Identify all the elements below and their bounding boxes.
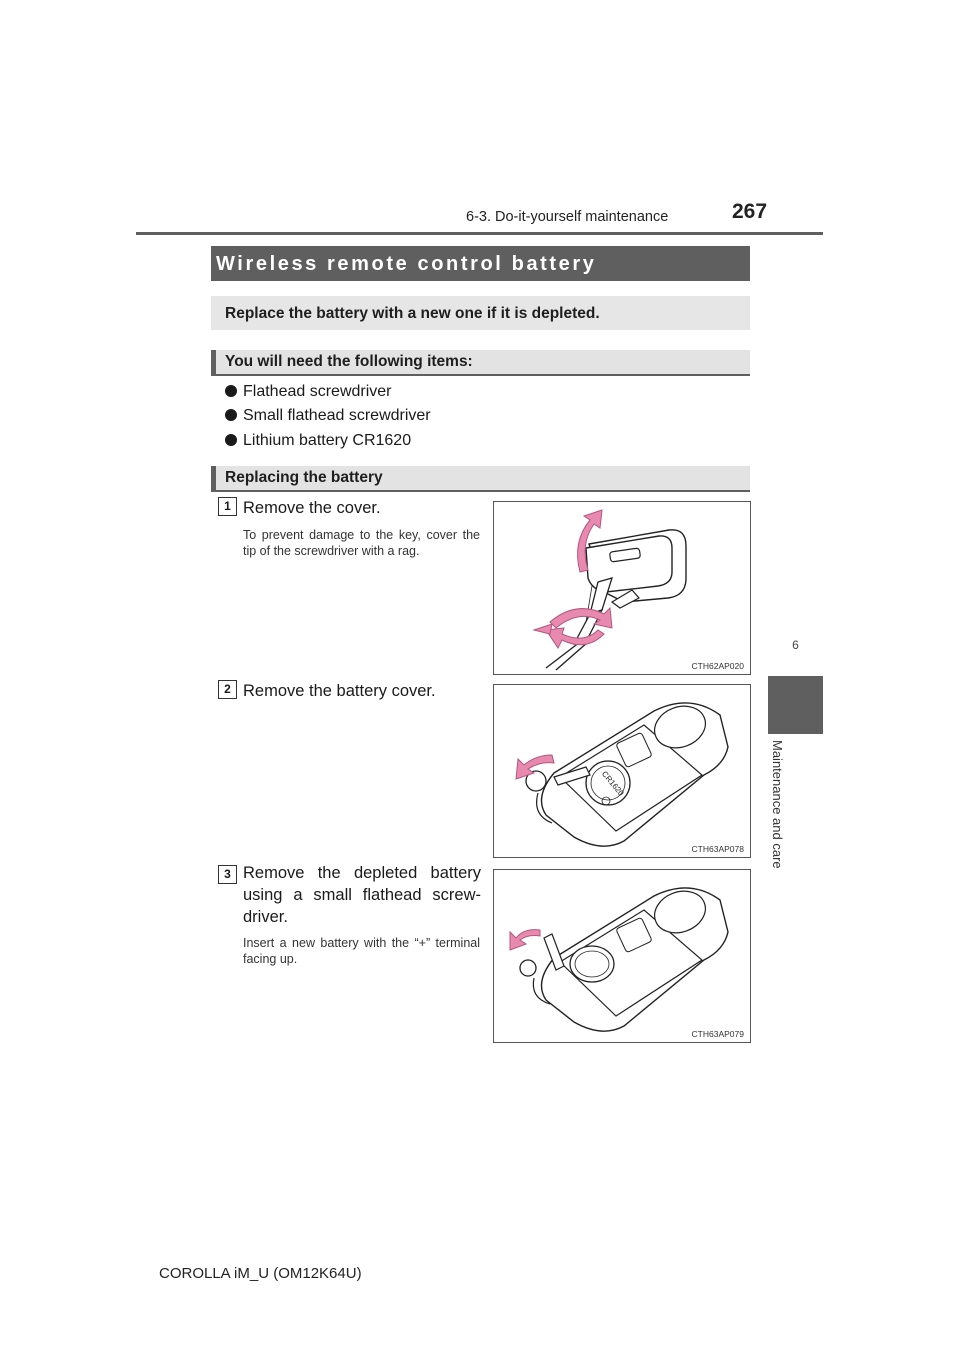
figure-code: CTH62AP020 (691, 661, 744, 671)
figure-step-3 (493, 869, 751, 1043)
step-text: Remove the depleted battery using a small flathead screw-driver. (243, 864, 481, 926)
chapter-label: Maintenance and care (770, 740, 785, 869)
header-rule (136, 232, 823, 235)
items-heading (211, 350, 750, 376)
figure-step-2 (493, 684, 751, 858)
step-text: Remove the battery cover. (243, 682, 436, 700)
figure-step-1 (493, 501, 751, 675)
step-number: 1 (218, 497, 237, 516)
page-title: Wireless remote control battery (216, 253, 597, 275)
step-note: Insert a new battery with the “+” terminal facing up. (243, 936, 480, 966)
page-number: 267 (732, 200, 768, 223)
list-item: Flathead screwdriver (225, 383, 392, 401)
heading-marker (211, 350, 216, 376)
bullet-icon (225, 409, 237, 421)
items-heading-text: You will need the following items: (225, 353, 473, 370)
figure-code: CTH63AP079 (691, 1029, 744, 1039)
battery-cover-illustration (494, 685, 750, 857)
step-number: 3 (218, 865, 237, 884)
intro-text: Replace the battery with a new one if it is depleted. (225, 305, 600, 322)
footer-model: COROLLA iM_U (OM12K64U) (159, 1265, 362, 1282)
list-item: Small flathead screwdriver (225, 407, 431, 425)
list-item: Lithium battery CR1620 (225, 432, 411, 450)
chapter-number: 6 (792, 638, 799, 652)
chapter-tab (768, 676, 823, 734)
battery-removal-illustration (494, 870, 750, 1042)
replace-heading (211, 466, 750, 492)
key-cover-illustration (494, 502, 750, 674)
step-note: To prevent damage to the key, cover the tip of the screwdriver with a rag. (243, 528, 480, 558)
figure-code: CTH63AP078 (691, 844, 744, 854)
replace-heading-text: Replacing the battery (225, 469, 383, 486)
step-number: 2 (218, 680, 237, 699)
battery-label: CR1620 (599, 769, 626, 798)
step-text: Remove the cover. (243, 499, 381, 517)
bullet-icon (225, 385, 237, 397)
heading-marker (211, 466, 216, 492)
bullet-icon (225, 434, 237, 446)
running-head: 6-3. Do-it-yourself maintenance (466, 209, 669, 225)
